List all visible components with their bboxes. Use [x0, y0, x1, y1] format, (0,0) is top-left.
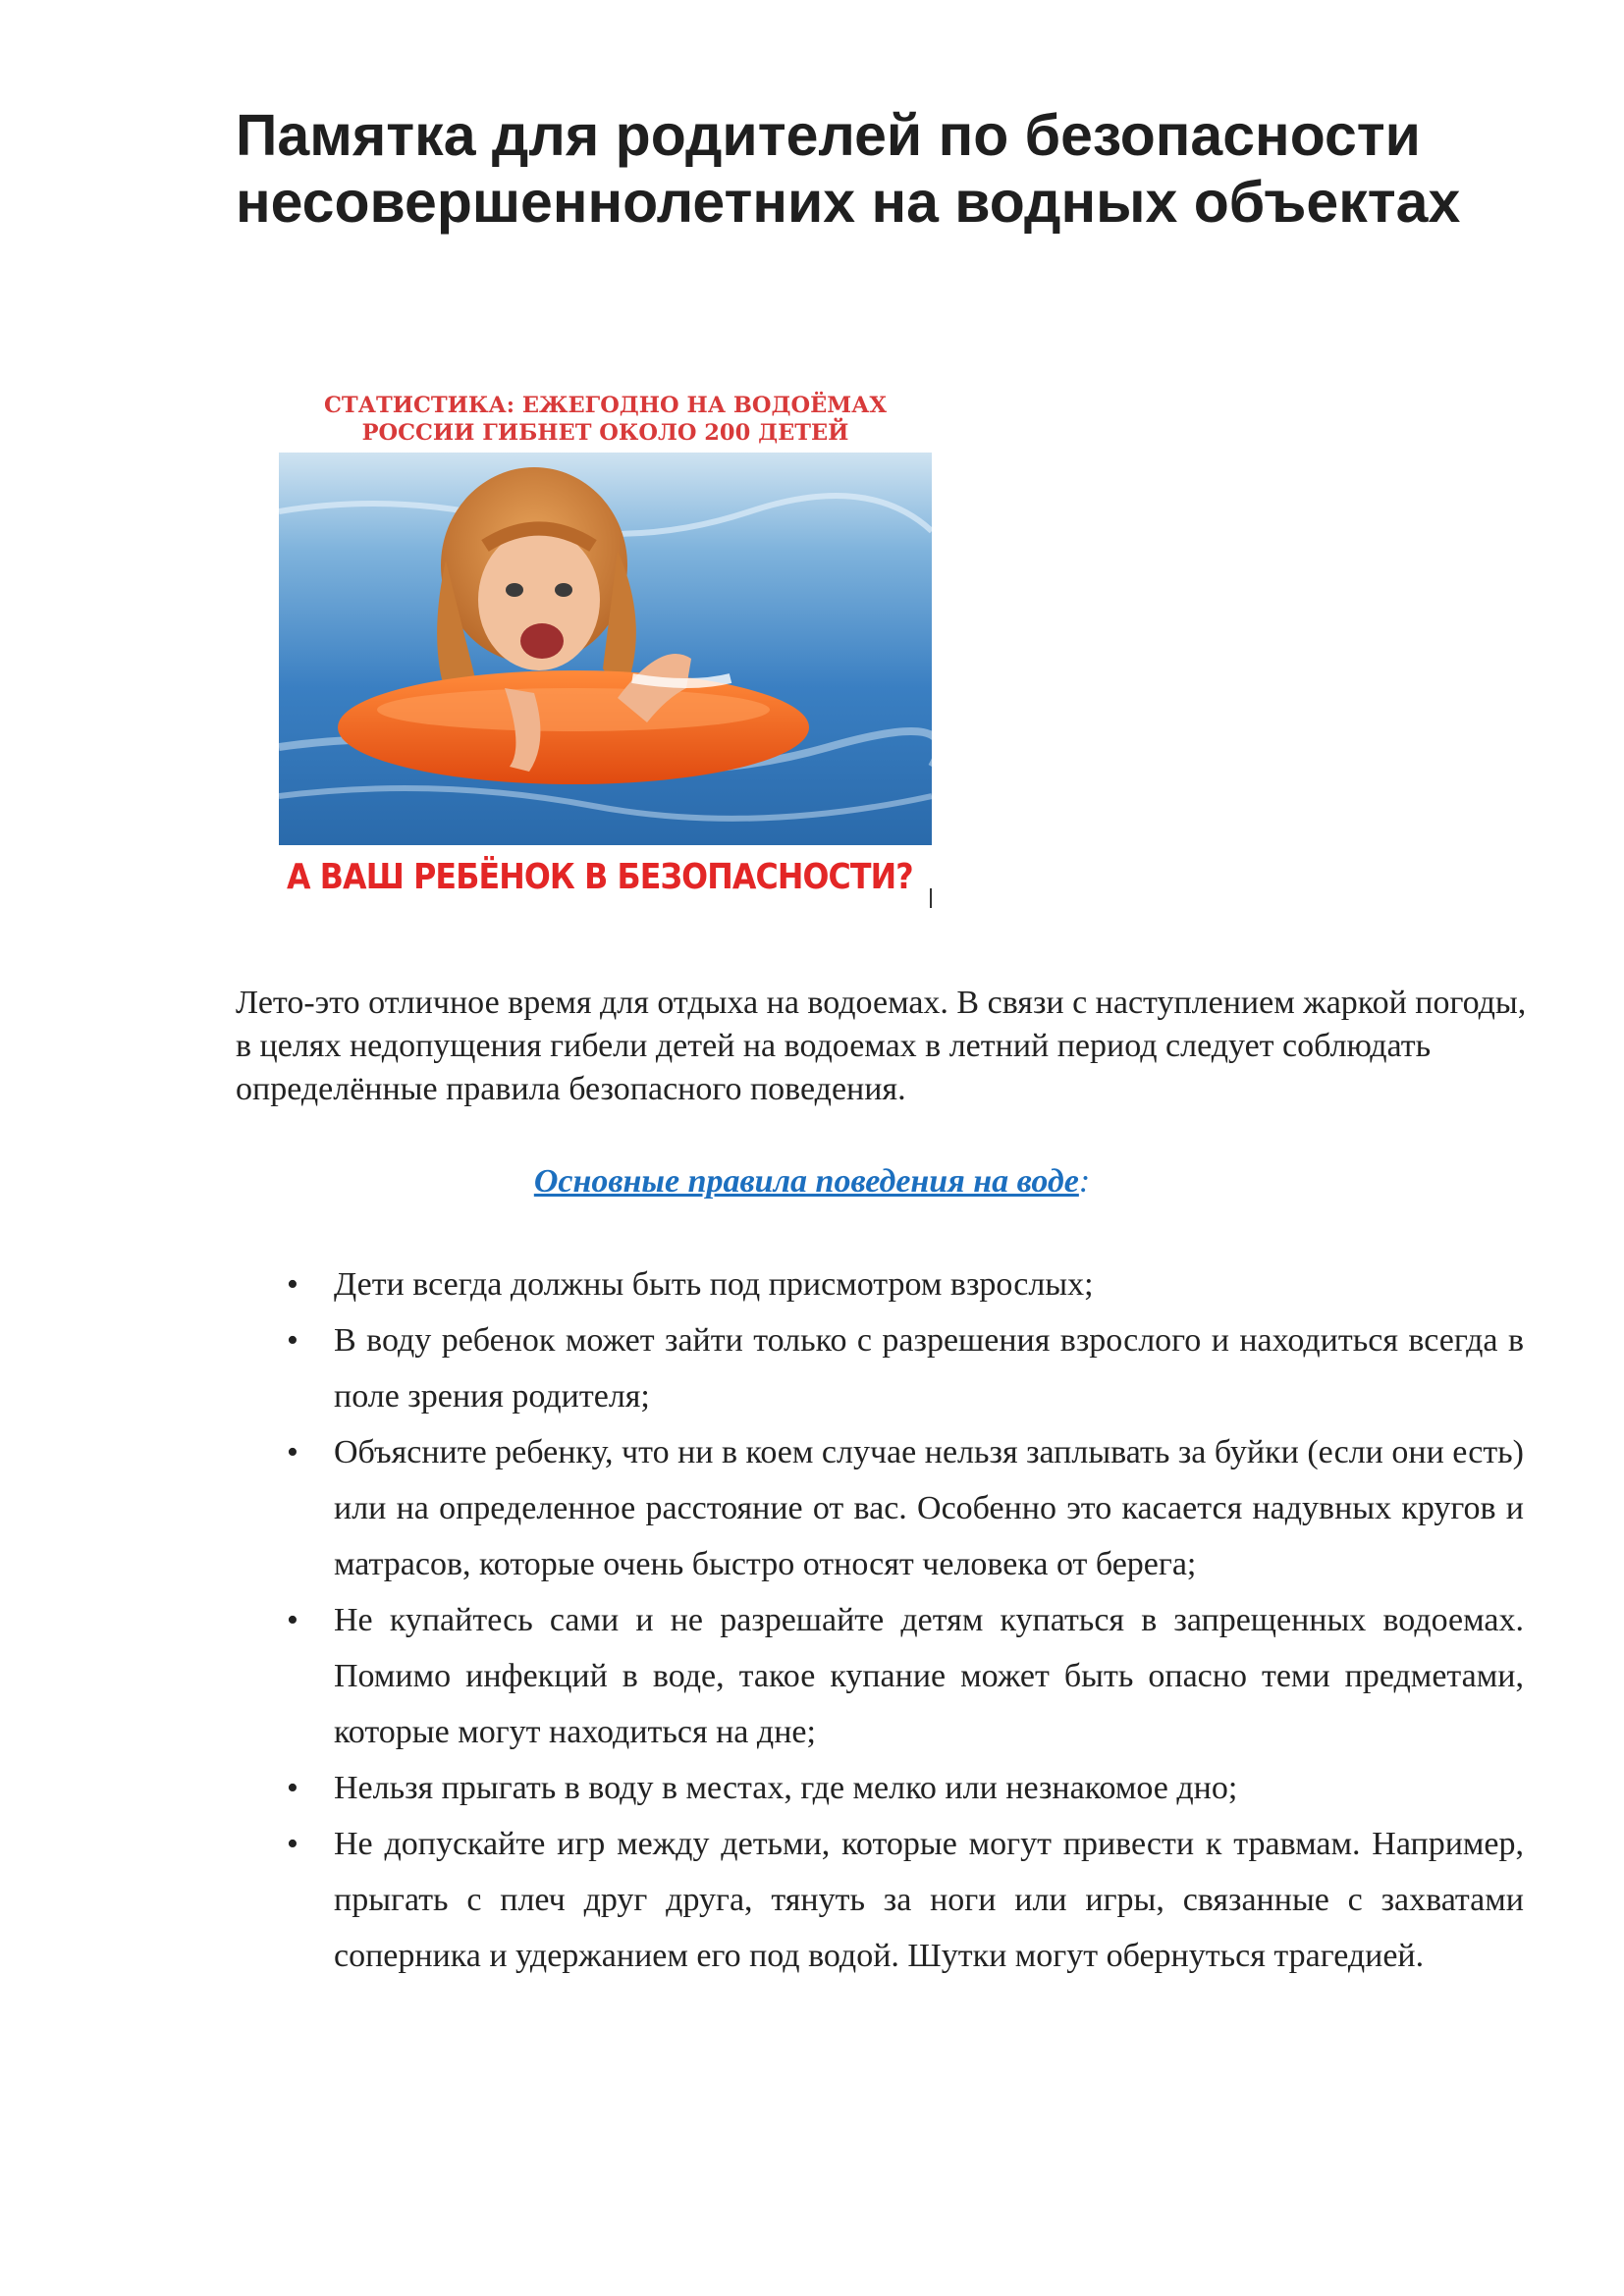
- rules-heading-colon: :: [1078, 1163, 1091, 1200]
- bullet-icon: •: [287, 1266, 298, 1303]
- rule-text: В воду ребенок может зайти только с разрешения взрослого и находиться всегда в поле зрения родителя;: [334, 1322, 1524, 1415]
- list-item: [287, 1424, 1524, 1592]
- rules-heading-link[interactable]: Основные правила поведения на воде: [533, 1163, 1079, 1200]
- poster-statistics-line-1: СТАТИСТИКА: ЕЖЕГОДНО НА ВОДОЁМАХ: [324, 393, 887, 418]
- rule-text: Дети всегда должны быть под присмотром взрослых;: [334, 1266, 1094, 1303]
- rule-text: Объясните ребенку, что ни в коем случае нельзя заплывать за буйки (если они есть) или на определенное расстояние от вас. Особенно это касается надувных кругов и матрасов, которые очень быстро относят человека от берега;: [334, 1434, 1524, 1582]
- list-item: [287, 1312, 1524, 1424]
- rules-heading: [0, 1163, 1624, 1201]
- safety-poster-image: [279, 388, 932, 908]
- poster-statistics-line-2: РОССИИ ГИБНЕТ ОКОЛО 200 ДЕТЕЙ: [361, 420, 849, 446]
- bullet-icon: •: [287, 1434, 298, 1470]
- poster-question-text: А ВАШ РЕБЁНОК В БЕЗОПАСНОСТИ?: [287, 857, 913, 897]
- rule-text: Не допускайте игр между детьми, которые могут привести к травмам. Например, прыгать с плеч друг друга, тянуть за ноги или игры, связанные с захватами соперника и удержанием его под водой. Шутки могут обернуться трагедией.: [334, 1826, 1524, 1974]
- rule-text: Не купайтесь сами и не разрешайте детям купаться в запрещенных водоемах. Помимо инфекций в воде, такое купание может быть опасно теми предметами, которые могут находиться на дне;: [334, 1602, 1524, 1750]
- rules-list: [287, 1256, 1524, 1984]
- bullet-icon: •: [287, 1602, 298, 1638]
- poster-statistics-text: [279, 388, 932, 456]
- list-item: [287, 1592, 1524, 1760]
- poster-photo-child-in-swim-ring: [279, 453, 932, 845]
- list-item: [287, 1256, 1524, 1312]
- child-swimming-illustration: [279, 453, 932, 845]
- bullet-icon: •: [287, 1322, 298, 1359]
- list-item: [287, 1760, 1524, 1816]
- poster-divider: [930, 888, 932, 908]
- intro-paragraph: Лето-это отличное время для отдыха на водоемах. В связи с наступлением жаркой погоды, в целях недопущения гибели детей на водоемах в летний период следует соблюдать определённые правила безопасного поведения.: [236, 985, 1527, 1107]
- page-title: Памятка для родителей по безопасности несовершеннолетних на водных объектах: [236, 103, 1461, 235]
- bullet-icon: •: [287, 1826, 298, 1862]
- list-item: [287, 1816, 1524, 1984]
- rule-text: Нельзя прыгать в воду в местах, где мелко или незнакомое дно;: [334, 1770, 1238, 1806]
- bullet-icon: •: [287, 1770, 298, 1806]
